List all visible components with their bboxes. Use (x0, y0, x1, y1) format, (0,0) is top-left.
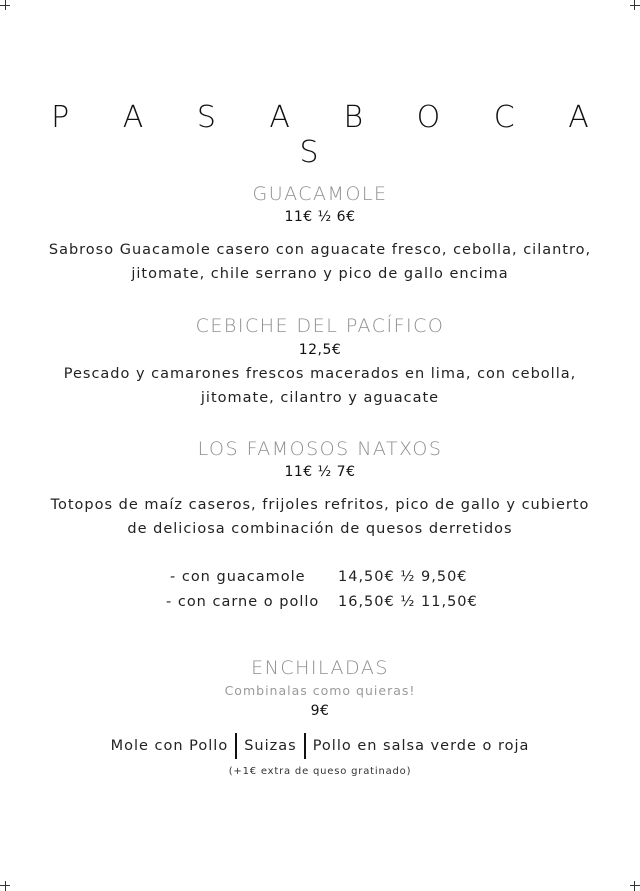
page-title: P A S A B O C A S (51, 100, 611, 170)
dish-price-cebiche: 12,5€ (298, 342, 342, 358)
dish-description-line: jitomate, cilantro y aguacate (200, 390, 440, 406)
extra-price: 14,50€ ½ 9,50€ (338, 569, 468, 585)
dish-name-cebiche: CEBICHE DEL PACÍFICO (195, 315, 445, 337)
dish-description-line: Totopos de maíz caseros, frijoles refritos, pico de gallo y cubierto (50, 497, 590, 513)
crop-mark (630, 885, 640, 886)
crop-mark (634, 881, 635, 891)
enchilada-option: Pollo en salsa verde o roja (312, 738, 530, 754)
dish-description-line: jitomate, chile serrano y pico de gallo encima (131, 266, 509, 282)
dish-price-guacamole: 11€ ½ 6€ (284, 209, 356, 225)
dish-name-natxos: LOS FAMOSOS NATXOS (197, 438, 443, 460)
enchilada-options (0, 733, 640, 759)
dish-price-natxos: 11€ ½ 7€ (284, 464, 356, 480)
dish-description-line: de deliciosa combinación de quesos derretidos (127, 521, 513, 537)
enchilada-option: Mole con Pollo (110, 738, 229, 754)
dish-name-guacamole: GUACAMOLE (252, 183, 388, 205)
divider (304, 733, 306, 759)
dish-price-enchiladas: 9€ (310, 703, 330, 719)
crop-mark (0, 5, 10, 6)
dish-description-line: Pescado y camarones frescos macerados en lima, con cebolla, (63, 366, 577, 382)
crop-mark (630, 5, 640, 6)
extra-label: - con carne o pollo (166, 594, 320, 610)
dish-description-line: Sabroso Guacamole casero con aguacate fresco, cebolla, cilantro, (48, 242, 592, 258)
crop-mark (5, 881, 6, 891)
dish-name-enchiladas: ENCHILADAS (251, 657, 389, 679)
extra-label: - con guacamole (170, 569, 306, 585)
crop-mark (0, 885, 10, 886)
extra-cheese-note: (+1€ extra de queso gratinado) (228, 766, 412, 777)
enchilada-option: Suizas (244, 738, 297, 754)
divider (235, 733, 237, 759)
extra-price: 16,50€ ½ 11,50€ (338, 594, 478, 610)
dish-subtitle: Combinalas como quieras! (224, 683, 416, 698)
